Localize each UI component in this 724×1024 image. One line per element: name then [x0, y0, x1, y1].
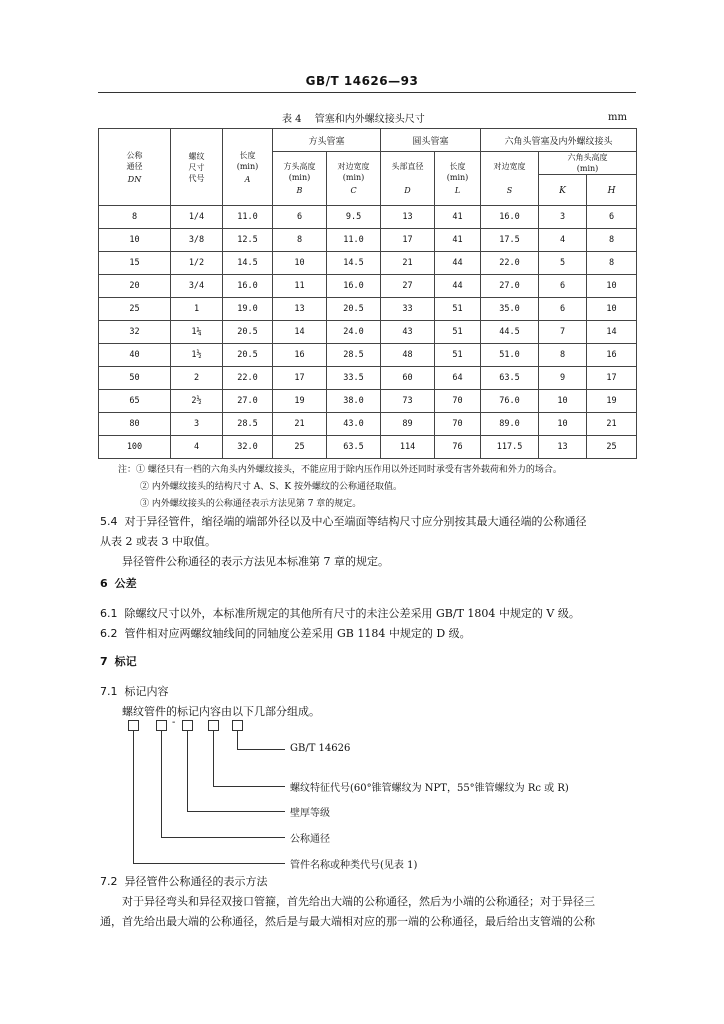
table-row	[99, 436, 637, 459]
table-cell: 14	[273, 321, 327, 344]
section-5-4	[100, 512, 660, 572]
table-cell: 25	[273, 436, 327, 459]
leader-line	[133, 863, 285, 864]
table-cell: 89	[381, 413, 435, 436]
table-cell: 13	[539, 436, 587, 459]
table-cell: 16	[273, 344, 327, 367]
col-k: K	[539, 175, 587, 206]
table-caption-title: 管塞和内外螺纹接头尺寸	[314, 114, 425, 125]
table-cell: 80	[99, 413, 171, 436]
section-7-1-title: 标记内容	[124, 685, 169, 698]
table-cell: 33	[381, 298, 435, 321]
table-cell: 19	[587, 390, 637, 413]
table-cell: 13	[381, 206, 435, 229]
col-b: 方头高度 (min) B	[273, 152, 327, 206]
table-cell: 5	[539, 252, 587, 275]
table-cell: 27.0	[223, 390, 273, 413]
table-cell: 28.5	[223, 413, 273, 436]
table-cell: 9	[539, 367, 587, 390]
col-dn: 公称 通径 DN	[99, 129, 171, 206]
table-cell: 64	[435, 367, 481, 390]
table-cell: 16.0	[327, 275, 381, 298]
section-6-1: 6.1 除螺纹尺寸以外，本标准所规定的其他所有尺寸的未注公差采用 GB/T 1804 中规定的 V 级。	[100, 607, 580, 620]
table-notes	[118, 462, 562, 513]
table-cell: 117.5	[481, 436, 539, 459]
table-row	[99, 321, 637, 344]
marking-label-type: 管件名称或种类代号(见表 1)	[290, 860, 418, 871]
table-row	[99, 229, 637, 252]
section-7-2-text-1: 对于异径弯头和异径双接口管箍，首先给出大端的公称通径，然后为小端的公称通径；对于异径三	[122, 895, 595, 908]
table-row	[99, 390, 637, 413]
table-cell: 8	[539, 344, 587, 367]
table-cell: 3	[539, 206, 587, 229]
marking-box-standard	[232, 720, 243, 731]
table-cell: 3	[171, 413, 223, 436]
section-7-1-text: 螺纹管件的标记内容由以下几部分组成。	[122, 705, 320, 718]
table-cell: 38.0	[327, 390, 381, 413]
table-cell: 25	[587, 436, 637, 459]
table-cell: 8	[99, 206, 171, 229]
table-cell: 27.0	[481, 275, 539, 298]
section-6-2: 6.2 管件相对应两螺纹轴线间的同轴度公差采用 GB 1184 中规定的 D 级。	[100, 627, 471, 640]
section-5-4-text-2: 从表 2 或表 3 中取值。	[100, 535, 216, 548]
table-row	[99, 275, 637, 298]
table-row	[99, 367, 637, 390]
marking-dash: -	[172, 717, 176, 728]
table-cell: 20.5	[223, 321, 273, 344]
table-cell: 44	[435, 275, 481, 298]
table-cell: 20.5	[223, 344, 273, 367]
table-cell: 20.5	[327, 298, 381, 321]
group-round-plug: 圆头管塞	[381, 129, 481, 152]
col-hex-height: 六角头高度 (min)	[539, 152, 637, 175]
table-cell: 1	[171, 298, 223, 321]
table-cell: 10	[273, 252, 327, 275]
section-5-4-text-3: 异径管件公称通径的表示方法见本标准第 7 章的规定。	[122, 555, 389, 568]
leader-line	[161, 731, 162, 837]
table-cell: 28.5	[327, 344, 381, 367]
table-cell: 100	[99, 436, 171, 459]
table-cell: 51	[435, 298, 481, 321]
leader-line	[213, 731, 214, 786]
table-cell: 51	[435, 344, 481, 367]
table-cell: 9.5	[327, 206, 381, 229]
table-cell: 21	[381, 252, 435, 275]
table-cell: 50	[99, 367, 171, 390]
table-cell: 63.5	[481, 367, 539, 390]
table-cell: 70	[435, 413, 481, 436]
table-cell: 10	[587, 275, 637, 298]
section-6-2-text: 管件相对应两螺纹轴线间的同轴度公差采用 GB 1184 中规定的 D 级。	[124, 627, 471, 640]
table-cell: 24.0	[327, 321, 381, 344]
table-cell: 76	[435, 436, 481, 459]
col-h: H	[587, 175, 637, 206]
marking-label-wall: 壁厚等级	[290, 808, 330, 819]
col-d: 头部直径 D	[381, 152, 435, 206]
table-cell: 44	[435, 252, 481, 275]
table-row	[99, 413, 637, 436]
table-cell: 10	[539, 413, 587, 436]
table-cell: 41	[435, 229, 481, 252]
table-cell: 7	[539, 321, 587, 344]
table-cell: 11	[273, 275, 327, 298]
table-cell: 3/4	[171, 275, 223, 298]
marking-box-dn	[156, 720, 167, 731]
table-cell: 6	[273, 206, 327, 229]
col-thread-size: 螺纹 尺寸 代号	[171, 129, 223, 206]
table-row	[99, 206, 637, 229]
group-square-plug: 方头管塞	[273, 129, 381, 152]
table-cell: 14.5	[327, 252, 381, 275]
table-cell: 10	[99, 229, 171, 252]
table-cell: 6	[539, 275, 587, 298]
table-cell: 43	[381, 321, 435, 344]
section-6-1-text: 除螺纹尺寸以外，本标准所规定的其他所有尺寸的未注公差采用 GB/T 1804 中规定的 V 级。	[124, 607, 580, 620]
table-cell: 21	[587, 413, 637, 436]
col-c: 对边宽度 (min) C	[327, 152, 381, 206]
table-cell: 48	[381, 344, 435, 367]
table-cell: 19	[273, 390, 327, 413]
table-row	[99, 298, 637, 321]
section-7-1: 7.1 标记内容 螺纹管件的标记内容由以下几部分组成。	[100, 682, 660, 722]
section-7-2-title: 异径管件公称通径的表示方法	[124, 875, 268, 888]
leader-line	[133, 731, 134, 863]
marking-box-wall	[182, 720, 193, 731]
table-cell: 19.0	[223, 298, 273, 321]
table-cell: 73	[381, 390, 435, 413]
table-cell: 15	[99, 252, 171, 275]
table-cell: 16	[587, 344, 637, 367]
table-cell: 8	[273, 229, 327, 252]
table-caption	[282, 110, 425, 125]
table-cell: 1/4	[171, 206, 223, 229]
table-cell: 2	[171, 367, 223, 390]
table-cell: 17.5	[481, 229, 539, 252]
table-cell: 60	[381, 367, 435, 390]
table-cell: 16.0	[223, 275, 273, 298]
table-cell: 8	[587, 252, 637, 275]
table-cell: 1½	[171, 344, 223, 367]
table-cell: 51.0	[481, 344, 539, 367]
leader-line	[237, 731, 238, 749]
col-s: 对边宽度 S	[481, 152, 539, 206]
leader-line	[187, 811, 285, 812]
table-cell: 12.5	[223, 229, 273, 252]
section-7-2: 7.2 异径管件公称通径的表示方法 对于异径弯头和异径双接口管箍，首先给出大端的公称通径，然后为小端的公称通径；对于异径三 通，首先给出最大端的公称通径，然后是与最大端相对应的那一端的公称通径，最后给出支管端的公称	[100, 872, 670, 932]
section-6-heading: 6 公差	[100, 577, 137, 590]
table-cell: 32	[99, 321, 171, 344]
table-cell: 10	[539, 390, 587, 413]
table-cell: 20	[99, 275, 171, 298]
table-cell: 17	[587, 367, 637, 390]
leader-line	[237, 749, 285, 750]
table-cell: 3/8	[171, 229, 223, 252]
table-cell: 114	[381, 436, 435, 459]
table-cell: 17	[381, 229, 435, 252]
table-cell: 22.0	[223, 367, 273, 390]
col-length-a: 长度 (min) A	[223, 129, 273, 206]
section-6-title: 公差	[114, 577, 137, 590]
group-hex-plug: 六角头管塞及内外螺纹接头	[481, 129, 637, 152]
note-1: 注：① 螺径只有一档的六角头内外螺纹接头，不能应用于除内压作用以外还同时承受有害外载荷和外力的场合。	[118, 465, 562, 475]
table-cell: 1/2	[171, 252, 223, 275]
leader-line	[213, 786, 285, 787]
leader-line	[161, 837, 285, 838]
dimension-table	[98, 128, 637, 459]
header-rule	[98, 92, 636, 93]
table-cell: 6	[539, 298, 587, 321]
section-7-2-text-2: 通，首先给出最大端的公称通径，然后是与最大端相对应的那一端的公称通径，最后给出支管端的公称	[100, 915, 595, 928]
table-caption-number: 表 4	[282, 114, 302, 125]
table-cell: 14	[587, 321, 637, 344]
table-cell: 10	[587, 298, 637, 321]
table-cell: 35.0	[481, 298, 539, 321]
leader-line	[187, 731, 188, 811]
section-5-4-number: 5.4	[100, 515, 118, 528]
table-cell: 21	[273, 413, 327, 436]
table-cell: 2½	[171, 390, 223, 413]
table-cell: 22.0	[481, 252, 539, 275]
table-cell: 70	[435, 390, 481, 413]
table-cell: 25	[99, 298, 171, 321]
note-3: ③ 内外螺纹接头的公称通径表示方法见第 7 章的规定。	[140, 499, 362, 509]
table-cell: 17	[273, 367, 327, 390]
table-cell: 89.0	[481, 413, 539, 436]
marking-label-standard: GB/T 14626	[290, 743, 351, 754]
table-cell: 65	[99, 390, 171, 413]
table-cell: 40	[99, 344, 171, 367]
table-cell: 41	[435, 206, 481, 229]
section-7-title: 标记	[114, 655, 137, 668]
table-cell: 14.5	[223, 252, 273, 275]
table-cell: 33.5	[327, 367, 381, 390]
marking-label-thread: 螺纹特征代号(60°锥管螺纹为 NPT，55°锥管螺纹为 Rc 或 R)	[290, 783, 569, 794]
table-row	[99, 344, 637, 367]
table-cell: 1¼	[171, 321, 223, 344]
marking-box-type	[128, 720, 139, 731]
table-cell: 51	[435, 321, 481, 344]
section-5-4-text-1: 对于异径管件，缩径端的端部外径以及中心至端面等结构尺寸应分别按其最大通径端的公称通径	[124, 515, 587, 528]
table-cell: 16.0	[481, 206, 539, 229]
table-cell: 44.5	[481, 321, 539, 344]
table-cell: 6	[587, 206, 637, 229]
table-cell: 27	[381, 275, 435, 298]
table-cell: 13	[273, 298, 327, 321]
table-cell: 32.0	[223, 436, 273, 459]
note-2: ② 内外螺纹接头的结构尺寸 A、S、K 按外螺纹的公称通径取值。	[140, 482, 402, 492]
col-l: 长度 (min) L	[435, 152, 481, 206]
marking-box-thread	[208, 720, 219, 731]
table-cell: 8	[587, 229, 637, 252]
table-cell: 4	[539, 229, 587, 252]
marking-label-dn: 公称通径	[290, 834, 330, 845]
standard-header: GB/T 14626—93	[305, 74, 419, 88]
table-cell: 43.0	[327, 413, 381, 436]
table-cell: 76.0	[481, 390, 539, 413]
table-row	[99, 252, 637, 275]
table-cell: 4	[171, 436, 223, 459]
table-cell: 11.0	[327, 229, 381, 252]
table-unit: mm	[608, 112, 627, 123]
table-cell: 63.5	[327, 436, 381, 459]
section-7-heading: 7 标记	[100, 655, 137, 668]
table-cell: 11.0	[223, 206, 273, 229]
